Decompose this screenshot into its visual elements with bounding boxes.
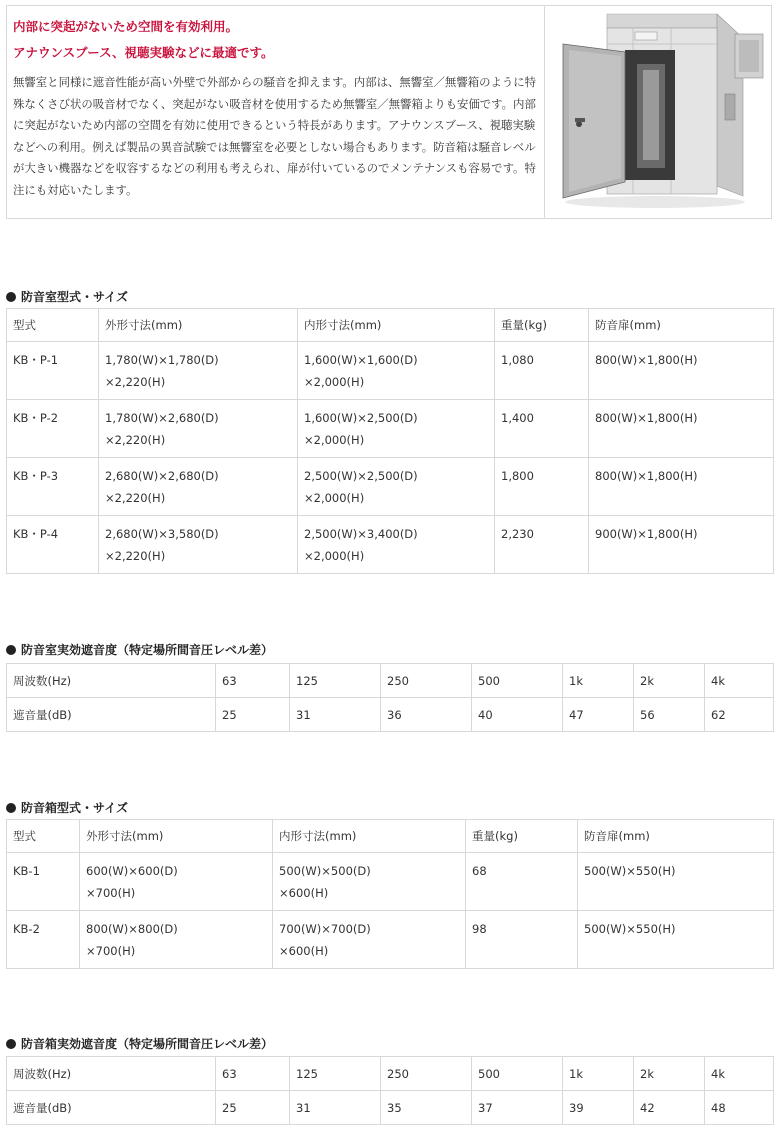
value-cell: 31 bbox=[290, 698, 381, 732]
cell-outer bbox=[80, 853, 273, 911]
inner-line2: ×600(H) bbox=[279, 944, 329, 958]
freq-cell: 1k bbox=[563, 1057, 634, 1091]
cell-model: KB・P-4 bbox=[7, 516, 99, 574]
freq-cell: 63 bbox=[216, 664, 290, 698]
inner-line2: ×2,000(H) bbox=[304, 549, 365, 563]
inner-line1: 1,600(W)×2,500(D) bbox=[304, 411, 418, 425]
inner-line1: 700(W)×700(D) bbox=[279, 922, 371, 936]
header-door: 防音扉(mm) bbox=[578, 820, 774, 853]
box-attenuation-title: 防音箱実効遮音度（特定場所間音圧レベル差） bbox=[21, 1037, 274, 1051]
cell-outer bbox=[99, 458, 298, 516]
headline-2: アナウンスブース、視聴実験などに最適です。 bbox=[13, 45, 274, 60]
freq-cell: 4k bbox=[705, 1057, 774, 1091]
cell-door: 800(W)×1,800(H) bbox=[589, 400, 774, 458]
cell-inner bbox=[273, 911, 466, 969]
outer-line1: 2,680(W)×2,680(D) bbox=[105, 469, 219, 483]
intro-text-area bbox=[7, 6, 545, 218]
freq-cell: 2k bbox=[634, 1057, 705, 1091]
outer-line1: 1,780(W)×2,680(D) bbox=[105, 411, 219, 425]
bullet-dot-icon bbox=[6, 645, 16, 655]
box-attenuation-table bbox=[6, 1056, 774, 1125]
cell-weight: 1,800 bbox=[495, 458, 589, 516]
header-model: 型式 bbox=[7, 820, 80, 853]
cell-inner bbox=[273, 853, 466, 911]
box-attenuation-heading bbox=[6, 1035, 273, 1052]
cell-weight: 1,400 bbox=[495, 400, 589, 458]
header-weight: 重量(kg) bbox=[495, 309, 589, 342]
header-door: 防音扉(mm) bbox=[589, 309, 774, 342]
value-cell: 48 bbox=[705, 1091, 774, 1125]
freq-cell: 2k bbox=[634, 664, 705, 698]
cell-door: 800(W)×1,800(H) bbox=[589, 342, 774, 400]
cell-inner bbox=[298, 342, 495, 400]
header-inner: 内形寸法(mm) bbox=[298, 309, 495, 342]
inner-line1: 500(W)×500(D) bbox=[279, 864, 371, 878]
inner-line2: ×2,000(H) bbox=[304, 375, 365, 389]
table-row bbox=[7, 516, 774, 574]
inner-line1: 2,500(W)×3,400(D) bbox=[304, 527, 418, 541]
intro-panel bbox=[6, 5, 772, 219]
room-attenuation-title: 防音室実効遮音度（特定場所間音圧レベル差） bbox=[21, 643, 274, 657]
freq-label: 周波数(Hz) bbox=[7, 664, 216, 698]
cell-weight: 68 bbox=[466, 853, 578, 911]
cell-door: 500(W)×550(H) bbox=[578, 911, 774, 969]
outer-line2: ×700(H) bbox=[86, 886, 136, 900]
value-cell: 25 bbox=[216, 698, 290, 732]
value-cell: 62 bbox=[705, 698, 774, 732]
value-row bbox=[7, 1091, 774, 1125]
box-spec-heading bbox=[6, 799, 128, 816]
header-outer: 外形寸法(mm) bbox=[80, 820, 273, 853]
box-spec-title: 防音箱型式・サイズ bbox=[21, 801, 129, 815]
value-cell: 37 bbox=[472, 1091, 563, 1125]
cell-outer bbox=[99, 342, 298, 400]
freq-cell: 4k bbox=[705, 664, 774, 698]
cell-outer bbox=[80, 911, 273, 969]
bullet-dot-icon bbox=[6, 1039, 16, 1049]
cell-model: KB-1 bbox=[7, 853, 80, 911]
inner-line2: ×2,000(H) bbox=[304, 491, 365, 505]
box-spec-table bbox=[6, 819, 774, 969]
freq-cell: 125 bbox=[290, 664, 381, 698]
room-spec-table bbox=[6, 308, 774, 574]
cell-weight: 2,230 bbox=[495, 516, 589, 574]
intro-body: 無響室と同様に遮音性能が高い外壁で外部からの騒音を抑えます。内部は、無響室／無響箱のように特殊なくさび状の吸音材でなく、突起がない吸音材を使用するため無響室／無響箱よりも安価です。内部に突起がないため内部の空間を有効に使用できるという特長があります。アナウンスブース、視聴実験などへの利用。例えば製品の異音試験では無響室を必要としない場合もあります。防音箱は騒音レベルが大きい機器などを収容するなどの利用も考えられ、扉が付いているのでメンテナンスも容易です。特注にも対応いたします。 bbox=[13, 75, 537, 197]
value-cell: 36 bbox=[381, 698, 472, 732]
value-cell: 56 bbox=[634, 698, 705, 732]
bullet-dot-icon bbox=[6, 803, 16, 813]
cell-door: 500(W)×550(H) bbox=[578, 853, 774, 911]
cell-model: KB・P-1 bbox=[7, 342, 99, 400]
freq-label: 周波数(Hz) bbox=[7, 1057, 216, 1091]
value-cell: 42 bbox=[634, 1091, 705, 1125]
cell-inner bbox=[298, 516, 495, 574]
outer-line1: 600(W)×600(D) bbox=[86, 864, 178, 878]
outer-line2: ×2,220(H) bbox=[105, 375, 166, 389]
header-inner: 内形寸法(mm) bbox=[273, 820, 466, 853]
freq-cell: 500 bbox=[472, 664, 563, 698]
value-row bbox=[7, 698, 774, 732]
freq-cell: 250 bbox=[381, 1057, 472, 1091]
value-cell: 25 bbox=[216, 1091, 290, 1125]
cell-model: KB・P-2 bbox=[7, 400, 99, 458]
outer-line1: 2,680(W)×3,580(D) bbox=[105, 527, 219, 541]
table-header-row bbox=[7, 309, 774, 342]
cell-door: 800(W)×1,800(H) bbox=[589, 458, 774, 516]
cell-model: KB-2 bbox=[7, 911, 80, 969]
inner-line1: 1,600(W)×1,600(D) bbox=[304, 353, 418, 367]
table-row bbox=[7, 342, 774, 400]
table-row bbox=[7, 853, 774, 911]
header-outer: 外形寸法(mm) bbox=[99, 309, 298, 342]
header-weight: 重量(kg) bbox=[466, 820, 578, 853]
inner-line2: ×600(H) bbox=[279, 886, 329, 900]
value-cell: 39 bbox=[563, 1091, 634, 1125]
table-header-row bbox=[7, 820, 774, 853]
cell-door: 900(W)×1,800(H) bbox=[589, 516, 774, 574]
room-spec-title: 防音室型式・サイズ bbox=[21, 290, 129, 304]
freq-cell: 1k bbox=[563, 664, 634, 698]
cell-inner bbox=[298, 400, 495, 458]
cell-weight: 1,080 bbox=[495, 342, 589, 400]
inner-line1: 2,500(W)×2,500(D) bbox=[304, 469, 418, 483]
value-cell: 35 bbox=[381, 1091, 472, 1125]
value-cell: 31 bbox=[290, 1091, 381, 1125]
room-attenuation-heading bbox=[6, 641, 273, 658]
freq-cell: 63 bbox=[216, 1057, 290, 1091]
bullet-dot-icon bbox=[6, 292, 16, 302]
outer-line1: 800(W)×800(D) bbox=[86, 922, 178, 936]
freq-row bbox=[7, 1057, 774, 1091]
header-model: 型式 bbox=[7, 309, 99, 342]
outer-line1: 1,780(W)×1,780(D) bbox=[105, 353, 219, 367]
inner-line2: ×2,000(H) bbox=[304, 433, 365, 447]
room-spec-heading bbox=[6, 288, 128, 305]
freq-cell: 125 bbox=[290, 1057, 381, 1091]
value-label: 遮音量(dB) bbox=[7, 698, 216, 732]
cell-outer bbox=[99, 516, 298, 574]
freq-row bbox=[7, 664, 774, 698]
cell-model: KB・P-3 bbox=[7, 458, 99, 516]
freq-cell: 250 bbox=[381, 664, 472, 698]
outer-line2: ×2,220(H) bbox=[105, 549, 166, 563]
table-row bbox=[7, 400, 774, 458]
headline-1: 内部に突起がないため空間を有効利用。 bbox=[13, 19, 239, 34]
cell-outer bbox=[99, 400, 298, 458]
room-attenuation-table bbox=[6, 663, 774, 732]
value-label: 遮音量(dB) bbox=[7, 1091, 216, 1125]
outer-line2: ×700(H) bbox=[86, 944, 136, 958]
soundproof-room-photo bbox=[545, 6, 771, 218]
outer-line2: ×2,220(H) bbox=[105, 433, 166, 447]
cell-weight: 98 bbox=[466, 911, 578, 969]
outer-line2: ×2,220(H) bbox=[105, 491, 166, 505]
freq-cell: 500 bbox=[472, 1057, 563, 1091]
table-row bbox=[7, 458, 774, 516]
value-cell: 47 bbox=[563, 698, 634, 732]
table-row bbox=[7, 911, 774, 969]
value-cell: 40 bbox=[472, 698, 563, 732]
cell-inner bbox=[298, 458, 495, 516]
